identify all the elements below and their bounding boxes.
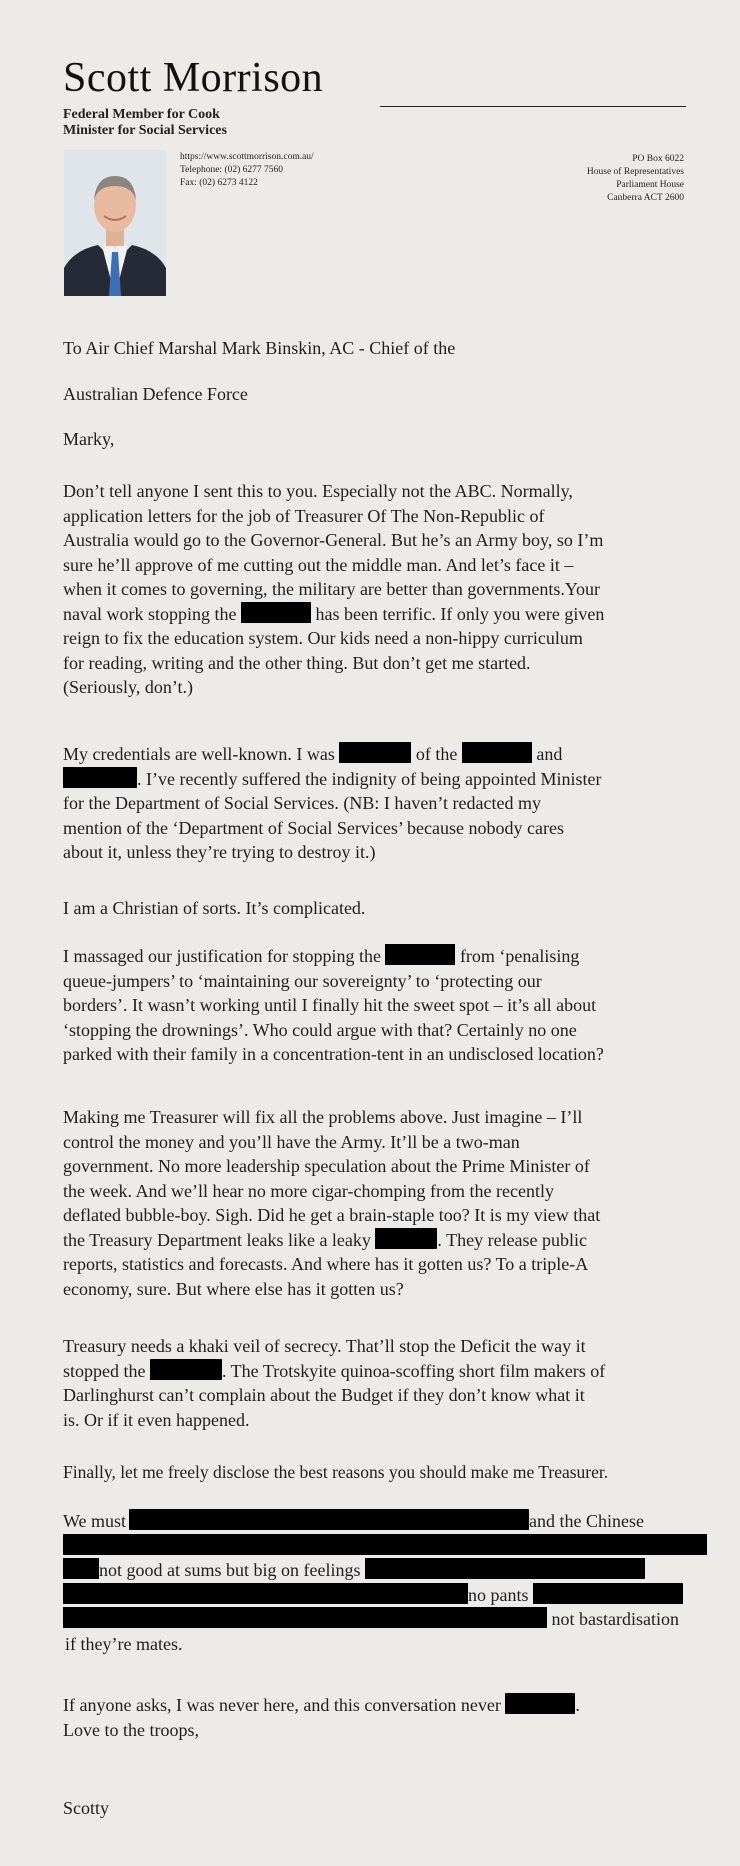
text-line [63,767,728,792]
text-segment: . [575,1695,580,1715]
postal-address [587,153,684,205]
redaction-bar [339,742,411,763]
letterhead-roles [63,107,227,139]
redaction-bar [533,1583,683,1604]
text-line: economy, sure. But where else has it gotten us? [63,1278,404,1299]
address-line: Parliament House [616,180,684,190]
text-line: I am a Christian of sorts. It’s complicated. [63,898,366,918]
portrait-photo [64,150,166,296]
text-line [63,1632,723,1657]
text-line: control the money and you’ll have the Army. It’ll be a two-man [63,1131,520,1152]
text-segment: . They release public [437,1229,588,1250]
text-line: Treasury needs a khaki veil of secrecy. That’ll stop the Deficit the way it [63,1336,586,1356]
text-segment: of the [415,744,458,764]
text-line: when it comes to governing, the military are better than governments.Your [63,579,601,599]
text-line: the week. And we’ll hear no more cigar-chomping from the recently [63,1180,554,1201]
text-line: parked with their family in a concentration-tent in an undisclosed location? [63,1044,604,1064]
telephone: Telephone: (02) 6277 7560 [180,165,284,175]
text-segment: the Treasury Department leaks like a leaky [63,1229,371,1250]
text-segment: My credentials are well-known. I was [63,744,335,764]
text-segment: If anyone asks, I was never here, and this conversation never [63,1695,501,1715]
text-line: Darlinghurst can’t complain about the Budget if they don’t know what it [63,1385,585,1405]
text-line: about it, unless they’re trying to destroy it.) [63,842,376,862]
text-line: sure he’ll approve of me cutting out the middle man. And let’s face it – [63,554,574,575]
signoff: Scotty [63,1798,110,1818]
text-line: Love to the troops, [63,1719,199,1740]
role-member: Federal Member for Cook [63,107,220,122]
text-segment: no pants [468,1584,529,1605]
letterhead-name: Scott Morrison [63,55,324,101]
text-line [63,1359,728,1384]
paragraph-5 [63,1105,728,1301]
redaction-bar [365,1558,645,1579]
text-line [63,944,728,969]
text-line: government. No more leadership speculation about the Prime Minister of [63,1156,590,1176]
text-segment: has been terrific. If only you were given [315,603,605,624]
text-line [63,1534,723,1559]
redaction-bar [385,944,455,965]
text-segment: naval work stopping the [63,603,237,624]
text-line: queue-jumpers’ to ‘maintaining our sovereignty’ to ‘protecting our [63,970,542,991]
text-segment: and the Chinese [529,1511,645,1531]
text-line: application letters for the job of Treasurer Of The Non-Republic of [63,505,545,526]
paragraph-9 [63,1693,728,1742]
text-segment: not good at sums but big on feelings [99,1560,361,1580]
paragraph-2 [63,742,728,865]
text-line: reign to fix the education system. Our kids need a non-hippy curriculum [63,628,583,648]
text-segment: if they’re mates. [65,1633,183,1654]
redaction-bar [375,1228,437,1249]
address-line: PO Box 6022 [632,154,684,164]
text-line: is. Or if it even happened. [63,1409,250,1430]
redaction-bar [241,602,311,623]
text-line [63,1583,723,1608]
text-line: Finally, let me freely disclose the best reasons you should make me Treasurer. [63,1462,609,1482]
redaction-bar [129,1509,529,1530]
paragraph-8-redacted [63,1509,723,1656]
text-segment: I massaged our justification for stopping the [63,946,381,966]
text-line: (Seriously, don’t.) [63,677,193,697]
portrait-illustration [64,150,166,296]
paragraph-7 [63,1460,728,1485]
addressee-line: Australian Defence Force [63,383,248,404]
text-line: Australia would go to the Governor-General. But he’s an Army boy, so I’m [63,530,604,550]
text-line [63,1558,723,1583]
text-line: Don’t tell anyone I sent this to you. Especially not the ABC. Normally, [63,481,573,501]
redaction-bar [505,1693,575,1714]
text-line: borders’. It wasn’t working until I finally hit the sweet spot – it’s all about [63,995,597,1015]
redaction-bar [462,742,532,763]
paragraph-4 [63,944,728,1067]
text-segment: stopped the [63,1360,146,1381]
addressee [63,336,728,452]
address-line: House of Representatives [586,167,684,177]
text-line [63,1228,728,1253]
address-line: Canberra ACT 2600 [607,193,684,203]
text-line [63,1607,723,1632]
text-line: Making me Treasurer will fix all the problems above. Just imagine – I’ll [63,1107,583,1127]
redaction-bar [63,1534,707,1555]
text-segment: not bastardisation [551,1609,679,1629]
text-line: reports, statistics and forecasts. And where has it gotten us? To a triple-A [63,1254,589,1274]
text-line: for the Department of Social Services. (NB: I haven’t redacted my [63,793,542,813]
fax: Fax: (02) 6273 4122 [180,178,258,188]
text-line: for reading, writing and the other thing. But don’t get me started. [63,652,531,673]
text-line: ‘stopping the drownings’. Who could argue with that? Certainly no one [63,1019,577,1040]
text-line: mention of the ‘Department of Social Services’ because nobody cares [63,817,564,838]
salutation: Marky, [63,429,115,449]
letterhead-rule [380,106,686,107]
role-minister: Minister for Social Services [63,123,227,138]
redaction-bar [63,767,137,788]
text-line [63,742,728,767]
website-link[interactable]: https://www.scottmorrison.com.au/ [180,152,314,162]
text-line [63,602,728,627]
paragraph-1 [63,479,728,700]
text-segment: from ‘penalising [459,946,580,966]
text-line [63,1693,728,1718]
text-segment: . I’ve recently suffered the indignity of being appointed Minister [137,768,602,789]
paragraph-3 [63,896,728,921]
text-line [63,1509,723,1534]
redaction-bar [63,1607,547,1628]
contact-details [180,151,314,190]
text-segment: and [536,744,563,764]
text-segment: We must [63,1511,127,1531]
paragraph-6 [63,1334,728,1432]
redaction-bar [150,1359,222,1380]
text-segment: . The Trotskyite quinoa-scoffing short film makers of [222,1360,606,1381]
text-line: deflated bubble-boy. Sigh. Did he get a brain-staple too? It is my view that [63,1205,601,1225]
redaction-bar [63,1583,468,1604]
redaction-bar [63,1558,99,1579]
addressee-line: To Air Chief Marshal Mark Binskin, AC - Chief of the [63,338,456,358]
